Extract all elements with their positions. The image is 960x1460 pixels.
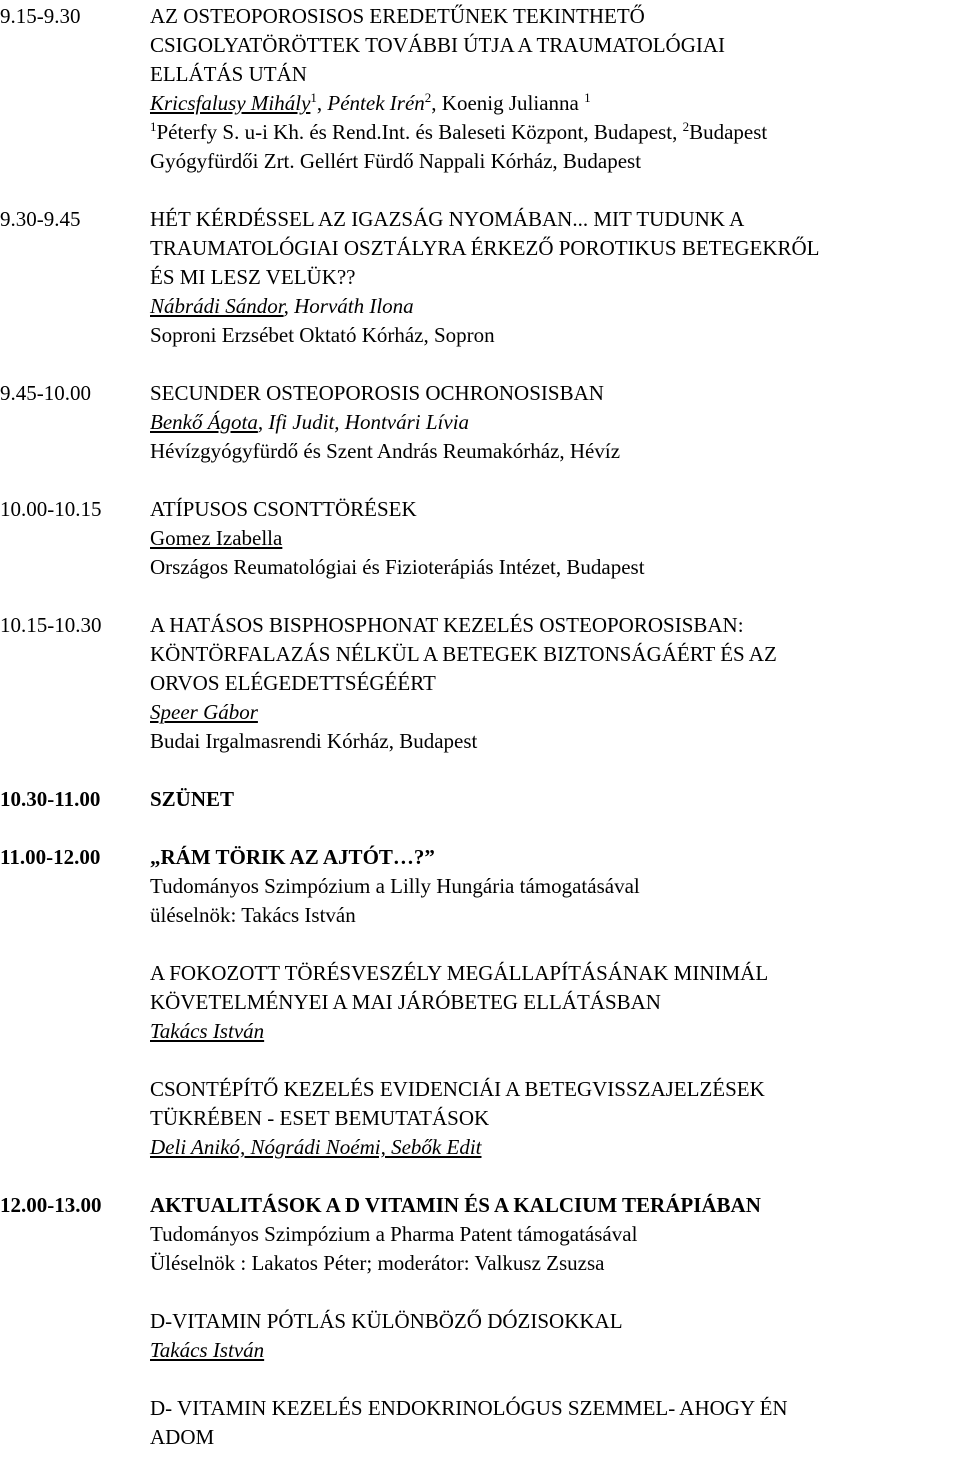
session-affiliation: Budai Irgalmasrendi Kórház, Budapest — [150, 729, 478, 753]
session-time: 10.00-10.15 — [0, 497, 102, 521]
talk-title: D- VITAMIN KEZELÉS ENDOKRINOLÓGUS SZEMMEL- AHOGY ÉN — [150, 1396, 788, 1420]
talk-title: ADOM — [150, 1425, 215, 1449]
session-affiliation: $^1$Péterfy S. u-i Kh. és Rend.Int. és Baleseti Központ, Budapest, $^2$Budapest — [150, 119, 768, 144]
session-title: A HATÁSOS BISPHOSPHONAT KEZELÉS OSTEOPOROSISBAN: — [150, 613, 744, 637]
session-title: ORVOS ELÉGEDETTSÉGÉÉRT — [150, 671, 436, 695]
session-entry — [0, 205, 960, 350]
presenting-author: Kricsfalusy Mihály — [150, 91, 311, 115]
session-title: ÉS MI LESZ VELÜK?? — [150, 265, 356, 289]
session-title: KÖNTÖRFALAZÁS NÉLKÜL A BETEGEK BIZTONSÁGÁÉRT ÉS AZ — [150, 642, 777, 666]
session-time: 12.00-13.00 — [0, 1193, 102, 1217]
session-title: SECUNDER OSTEOPOROSIS OCHRONOSISBAN — [150, 381, 604, 405]
co-author: Péntek Irén — [327, 91, 425, 115]
presenting-author: Benkő Ágota — [150, 410, 258, 434]
symposium-entry — [0, 843, 960, 1162]
session-affiliation: Gyógyfürdői Zrt. Gellért Fürdő Nappali Kórház, Budapest — [150, 149, 642, 173]
session-title: ATÍPUSOS CSONTTÖRÉSEK — [150, 497, 417, 521]
session-affiliation: Országos Reumatológiai és Fizioterápiás Intézet, Budapest — [150, 555, 645, 579]
talk-author: Deli Anikó, Nógrádi Noémi, Sebők Edit — [150, 1135, 482, 1159]
presenting-author: Speer Gábor — [150, 700, 258, 724]
session-content — [150, 205, 955, 350]
symposium-sponsor: Tudományos Szimpózium a Pharma Patent támogatásával — [150, 1222, 638, 1246]
session-content — [150, 785, 955, 814]
session-authors: Kricsfalusy Mihály$^1$, Péntek Irén$^2$, Koenig Julianna $^1$ — [150, 90, 591, 115]
session-title: ELLÁTÁS UTÁN — [150, 62, 307, 86]
session-entry — [0, 379, 960, 466]
session-content — [150, 843, 955, 1162]
session-time: 9.15-9.30 — [0, 4, 81, 28]
session-content — [150, 1191, 955, 1452]
session-title: HÉT KÉRDÉSSEL AZ IGAZSÁG NYOMÁBAN... MIT TUDUNK A — [150, 207, 745, 231]
symposium-title: AKTUALITÁSOK A D VITAMIN ÉS A KALCIUM TERÁPIÁBAN — [150, 1193, 761, 1217]
session-entry — [0, 495, 960, 582]
break-entry — [0, 785, 960, 814]
session-title: AZ OSTEOPOROSISOS EREDETŰNEK TEKINTHETŐ — [150, 4, 645, 28]
talk-title: A FOKOZOTT TÖRÉSVESZÉLY MEGÁLLAPÍTÁSÁNAK MINIMÁL — [150, 961, 769, 985]
session-time: 9.45-10.00 — [0, 381, 91, 405]
session-affiliation: Hévízgyógyfürdő és Szent András Reumakórház, Hévíz — [150, 439, 621, 463]
presenting-author: Gomez Izabella — [150, 526, 283, 550]
symposium-chair: üléselnök: Takács István — [150, 903, 356, 927]
session-authors: Nábrádi Sándor, Horváth Ilona — [150, 294, 414, 318]
session-entry — [0, 2, 960, 176]
session-authors: Benkő Ágota, Ifi Judit, Hontvári Lívia — [150, 410, 470, 434]
talk-title: CSONTÉPÍTŐ KEZELÉS EVIDENCIÁI A BETEGVISSZAJELZÉSEK — [150, 1077, 765, 1101]
session-time: 10.15-10.30 — [0, 613, 102, 637]
talk-author: Takács István — [150, 1338, 265, 1362]
session-content — [150, 495, 955, 582]
session-content — [150, 379, 955, 466]
symposium-sponsor: Tudományos Szimpózium a Lilly Hungária támogatásával — [150, 874, 640, 898]
session-title: CSIGOLYATÖRÖTTEK TOVÁBBI ÚTJA A TRAUMATOLÓGIAI — [150, 33, 726, 57]
session-content — [150, 611, 955, 756]
presenting-author: Nábrádi Sándor — [150, 294, 284, 318]
session-time: 11.00-12.00 — [0, 845, 101, 869]
programme-page — [0, 2, 960, 1452]
session-time: 9.30-9.45 — [0, 207, 81, 231]
talk-title: KÖVETELMÉNYEI A MAI JÁRÓBETEG ELLÁTÁSBAN — [150, 990, 661, 1014]
session-affiliation: Soproni Erzsébet Oktató Kórház, Sopron — [150, 323, 495, 347]
session-time: 10.30-11.00 — [0, 787, 101, 811]
session-entry — [0, 611, 960, 756]
talk-title: D-VITAMIN PÓTLÁS KÜLÖNBÖZŐ DÓZISOKKAL — [150, 1309, 623, 1333]
break-title: SZÜNET — [150, 787, 235, 811]
talk-title: TÜKRÉBEN - ESET BEMUTATÁSOK — [150, 1106, 490, 1130]
symposium-entry — [0, 1191, 960, 1452]
symposium-title: „RÁM TÖRIK AZ AJTÓT…?” — [150, 845, 435, 869]
symposium-chair: Üléselnök : Lakatos Péter; moderátor: Valkusz Zsuzsa — [150, 1251, 605, 1275]
session-title: TRAUMATOLÓGIAI OSZTÁLYRA ÉRKEZŐ POROTIKUS BETEGEKRŐL — [150, 236, 820, 260]
session-content — [150, 2, 955, 176]
talk-author: Takács István — [150, 1019, 265, 1043]
